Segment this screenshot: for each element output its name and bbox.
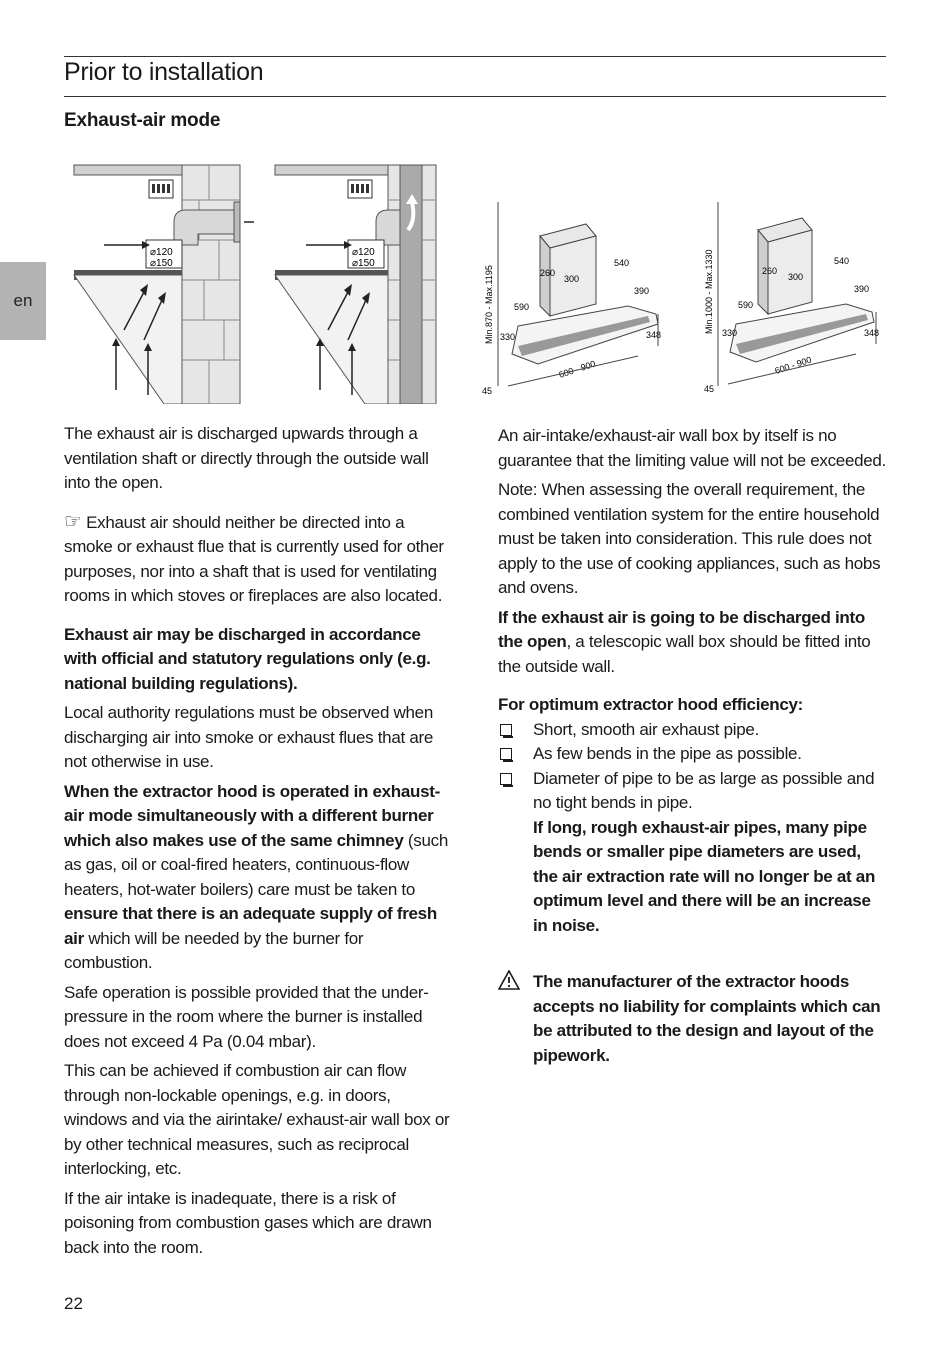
- hood-dimension-drawing-1: [478, 196, 696, 402]
- dim-260-b: 260: [762, 266, 778, 276]
- list-item-text: As few bends in the pipe as possible.: [533, 744, 802, 763]
- wall-duct-diagram-1: [64, 160, 254, 404]
- left-column: [64, 422, 456, 1265]
- section-title: Prior to installation: [64, 58, 264, 86]
- checkbox-icon: [500, 724, 512, 736]
- warning-notice: [498, 970, 888, 1068]
- list-item: [498, 742, 888, 767]
- paragraph-discharge: The exhaust air is discharged upwards through a ventilation shaft or directly through the outside wall into the open.: [64, 424, 429, 492]
- dim-540: 540: [614, 258, 630, 268]
- duct-label-120-b: ⌀120: [352, 247, 375, 258]
- height-range-label: Min.870 - Max.1195: [484, 265, 494, 344]
- note-text: Exhaust air should neither be directed into a smoke or exhaust flue that is currently used for other purposes, nor into a shaft that is used for ventilating rooms in which stoves or fireplaces are also located.: [64, 512, 444, 605]
- dim-348: 348: [646, 330, 662, 340]
- efficiency-heading-text: For optimum extractor hood efficiency:: [498, 695, 804, 714]
- hood-dimension-drawing-2: [700, 196, 890, 402]
- paragraph-burner: [64, 780, 456, 976]
- dim-300: 300: [564, 274, 580, 284]
- paragraph-air-intake: If the air intake is inadequate, there is a risk of poisoning from combustion gases which are drawn back into the room.: [64, 1188, 432, 1257]
- checkbox-icon: [500, 773, 512, 785]
- title-rule: [64, 96, 886, 97]
- dim-300-b: 300: [788, 272, 804, 282]
- burner-bold: When the extractor hood is operated in exhaust-air mode simultaneously with a different burner which also makes use of the same chimney: [64, 781, 441, 850]
- language-tab: [0, 262, 46, 340]
- burner-text-a: (such as gas, oil or coal-fired heaters, continuous-flow heaters, hot-water boilers) care must be taken to: [64, 830, 448, 899]
- regulations-bold: Exhaust air may be discharged in accordance with official and statutory regulations only (e.g. national building regulations).: [64, 624, 431, 693]
- paragraph-note: Note: When assessing the overall requirement, the combined ventilation system for the entire household must be taken into consideration. This rule does not apply to the use of cooking appliances, such as hobs and ovens.: [498, 480, 881, 597]
- dim-590-b: 590: [738, 300, 754, 310]
- paragraph-local-authority: Local authority regulations must be observed when discharging air into smoke or exhaust flues that are not otherwise in use.: [64, 703, 433, 771]
- paragraph-wall-box: An air-intake/exhaust-air wall box by itself is no guarantee that the limiting value will not be exceeded.: [498, 426, 886, 470]
- duct-label-120: ⌀120: [150, 247, 173, 258]
- right-column: [498, 424, 888, 1068]
- list-item: [498, 767, 888, 939]
- warning-text: The manufacturer of the extractor hoods accepts no liability for complaints which can be attributed to the design and layout of the pipework.: [533, 972, 881, 1065]
- dim-45: 45: [482, 386, 493, 396]
- height-range-label-2: Min.1000 - Max.1330: [704, 249, 714, 334]
- subtitle: Exhaust-air mode: [64, 110, 221, 131]
- list-item-text: Short, smooth air exhaust pipe.: [533, 719, 759, 739]
- dim-540-b: 540: [834, 256, 850, 266]
- list-item-text: Diameter of pipe to be as large as possible and no tight bends in pipe.: [533, 768, 875, 812]
- note-paragraph: [64, 510, 456, 609]
- pointing-hand-icon: ☞: [64, 510, 82, 533]
- paragraph-safe-operation: Safe operation is possible provided that the under-pressure in the room where the burner is installed does not exceed 4 Pa (0.04 mbar).: [64, 982, 429, 1051]
- dim-390: 390: [634, 286, 650, 296]
- open-discharge-text: , a telescopic wall box should be fitted into the outside wall.: [498, 632, 871, 676]
- dim-330-b: 330: [722, 328, 738, 338]
- paragraph-open-discharge: [498, 606, 888, 680]
- open-discharge-bold: If the exhaust air is going to be discharged into the open: [498, 607, 865, 651]
- page-number: 22: [64, 1294, 83, 1313]
- efficiency-list: [498, 718, 888, 939]
- efficiency-heading: [498, 693, 888, 718]
- duct-label-150-b: ⌀150: [352, 258, 375, 269]
- paragraph-regulations: [64, 623, 456, 697]
- burner-text-b: which will be needed by the burner for combustion.: [64, 928, 364, 972]
- dim-width-range: 600 - 900: [557, 358, 597, 380]
- wall-duct-diagram-2: [270, 160, 460, 404]
- fresh-air-bold: ensure that there is an adequate supply of fresh air: [64, 904, 437, 948]
- dim-330: 330: [500, 332, 516, 342]
- checkbox-icon: [500, 748, 512, 760]
- paragraph-combustion-air: This can be achieved if combustion air can flow through non-lockable openings, e.g. in doors, windows and via the airintake/ exhaust-air wall box or by other technical measures, such as reciprocal interlocking, etc.: [64, 1061, 450, 1178]
- dim-390-b: 390: [854, 284, 870, 294]
- dim-260: 260: [540, 268, 556, 278]
- warning-triangle-icon: [498, 970, 520, 990]
- list-note-bold: If long, rough exhaust-air pipes, many pipe bends or smaller pipe diameters are used, the air extraction rate will no longer be at an optimum level and there will be an increase in noise.: [533, 817, 876, 935]
- top-rule: [64, 56, 886, 57]
- dim-590: 590: [514, 302, 530, 312]
- dim-width-range-b: 600 - 900: [773, 354, 813, 376]
- dim-348-b: 348: [864, 328, 880, 338]
- dim-45-b: 45: [704, 384, 715, 394]
- list-item: [498, 718, 888, 743]
- duct-label-150: ⌀150: [150, 258, 173, 269]
- language-tab-label: en: [13, 291, 33, 310]
